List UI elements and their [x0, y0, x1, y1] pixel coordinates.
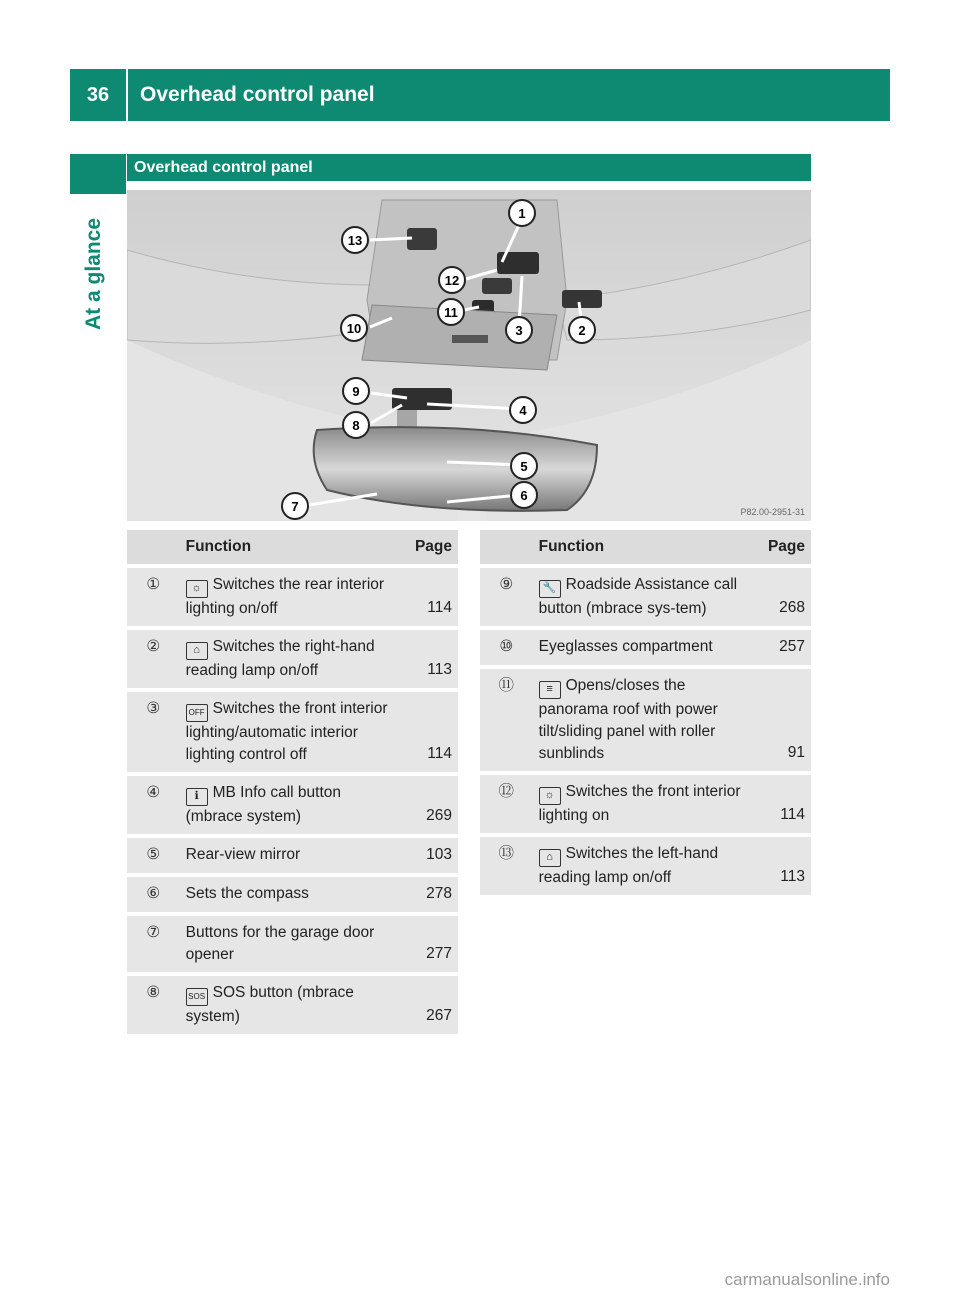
rear-light-icon: ☼	[186, 580, 208, 598]
row-function	[533, 775, 754, 833]
callout-2	[569, 317, 595, 343]
svg-text:8: 8	[352, 418, 360, 433]
reading-lamp-icon: ⌂	[539, 849, 561, 867]
row-number: ⑦	[127, 916, 180, 972]
reading-lamp-icon: ⌂	[186, 642, 208, 660]
page-header	[70, 69, 890, 121]
row-number: ①	[127, 568, 180, 626]
callout-4	[510, 397, 536, 423]
row-page: 113	[753, 837, 811, 895]
header-page: Page	[400, 530, 458, 564]
row-function: Eyeglasses compartment	[533, 630, 754, 665]
header-num	[480, 530, 533, 564]
svg-text:11: 11	[444, 305, 458, 320]
roadside-wrench-icon: 🔧	[539, 580, 561, 598]
row-number: ⑨	[480, 568, 533, 626]
table-row	[127, 692, 458, 772]
table-header-row	[127, 530, 458, 564]
callout-1	[509, 200, 535, 226]
sos-icon: SOS	[186, 988, 208, 1006]
svg-text:5: 5	[520, 459, 528, 474]
row-page: 114	[400, 692, 458, 772]
table-row	[480, 630, 811, 665]
callout-10	[341, 315, 367, 341]
function-table-right	[480, 526, 811, 899]
callout-5	[511, 453, 537, 479]
function-table-left	[127, 526, 458, 1038]
side-tab-marker	[70, 154, 126, 194]
page-title: Overhead control panel	[140, 83, 375, 106]
row-page: 114	[753, 775, 811, 833]
photo-code: P82.00-2951-31	[740, 507, 805, 517]
row-function	[180, 692, 401, 772]
row-function	[533, 568, 754, 626]
light-off-icon: OFF	[186, 704, 208, 722]
side-tab-label: At a glance	[82, 217, 105, 330]
svg-text:13: 13	[347, 233, 363, 248]
row-page: 268	[753, 568, 811, 626]
svg-text:7: 7	[291, 499, 299, 514]
row-page: 113	[400, 630, 458, 688]
svg-text:6: 6	[520, 488, 528, 503]
row-text: MB Info call button (mbrace system)	[185, 784, 341, 825]
row-number: ②	[127, 630, 180, 688]
header-num	[127, 530, 180, 564]
row-function	[180, 976, 401, 1034]
row-number: ⑫	[480, 775, 533, 833]
svg-text:1: 1	[518, 206, 526, 221]
table-header-row	[480, 530, 811, 564]
table-row	[127, 630, 458, 688]
row-function	[180, 776, 401, 834]
row-number: ⑪	[480, 669, 533, 771]
table-row	[127, 976, 458, 1034]
header-function: Function	[180, 530, 401, 564]
callout-13	[342, 227, 368, 253]
row-number: ④	[127, 776, 180, 834]
row-page: 91	[753, 669, 811, 771]
row-text: Switches the right-hand reading lamp on/off	[185, 638, 375, 679]
table-row	[127, 838, 458, 873]
row-text: Switches the rear interior lighting on/off	[185, 576, 385, 617]
overhead-panel-photo	[127, 190, 811, 521]
row-page: 103	[400, 838, 458, 873]
svg-text:2: 2	[578, 323, 586, 338]
row-function	[180, 568, 401, 626]
table-row	[127, 877, 458, 912]
row-number: ③	[127, 692, 180, 772]
row-text: Switches the left-hand reading lamp on/off	[538, 845, 719, 886]
row-text: Switches the front interior lighting/automatic interior lighting control off	[185, 700, 388, 763]
front-light-icon: ☼	[539, 787, 561, 805]
row-page: 277	[400, 916, 458, 972]
row-text: Switches the front interior lighting on	[538, 783, 741, 824]
row-function	[180, 630, 401, 688]
table-row	[480, 669, 811, 771]
row-number: ⑤	[127, 838, 180, 873]
row-number: ⑥	[127, 877, 180, 912]
row-function	[533, 669, 754, 771]
svg-text:12: 12	[444, 273, 460, 288]
svg-text:10: 10	[346, 321, 362, 336]
row-page: 267	[400, 976, 458, 1034]
row-function	[533, 837, 754, 895]
table-row	[480, 775, 811, 833]
table-row	[480, 837, 811, 895]
svg-text:9: 9	[352, 384, 360, 399]
svg-text:4: 4	[519, 403, 527, 418]
table-row	[127, 776, 458, 834]
callout-7	[282, 493, 308, 519]
row-page: 114	[400, 568, 458, 626]
table-row	[127, 568, 458, 626]
page-number: 36	[86, 83, 110, 106]
header-page: Page	[753, 530, 811, 564]
table-row	[480, 568, 811, 626]
callout-12	[439, 267, 465, 293]
row-function: Sets the compass	[180, 877, 401, 912]
table-row	[127, 916, 458, 972]
row-function: Rear-view mirror	[180, 838, 401, 873]
row-number: ⑧	[127, 976, 180, 1034]
row-function: Buttons for the garage door opener	[180, 916, 401, 972]
row-page: 257	[753, 630, 811, 665]
svg-text:3: 3	[515, 323, 523, 338]
panorama-roof-icon: ≡	[539, 681, 561, 699]
row-number: ⑬	[480, 837, 533, 895]
row-page: 269	[400, 776, 458, 834]
callout-11	[438, 299, 464, 325]
row-text: Opens/closes the panorama roof with power tilt/sliding panel with roller sunblinds	[538, 677, 718, 762]
row-page: 278	[400, 877, 458, 912]
watermark: carmanualsonline.info	[724, 1270, 890, 1289]
section-title: Overhead control panel	[127, 154, 811, 181]
header-function: Function	[533, 530, 754, 564]
info-call-icon: ℹ	[186, 788, 208, 806]
callout-9	[343, 378, 369, 404]
row-text: SOS button (mbrace system)	[185, 984, 354, 1025]
callout-3	[506, 317, 532, 343]
callout-6	[511, 482, 537, 508]
callout-8	[343, 412, 369, 438]
row-number: ⑩	[480, 630, 533, 665]
row-text: Roadside Assistance call button (mbrace sys-tem)	[538, 576, 738, 617]
